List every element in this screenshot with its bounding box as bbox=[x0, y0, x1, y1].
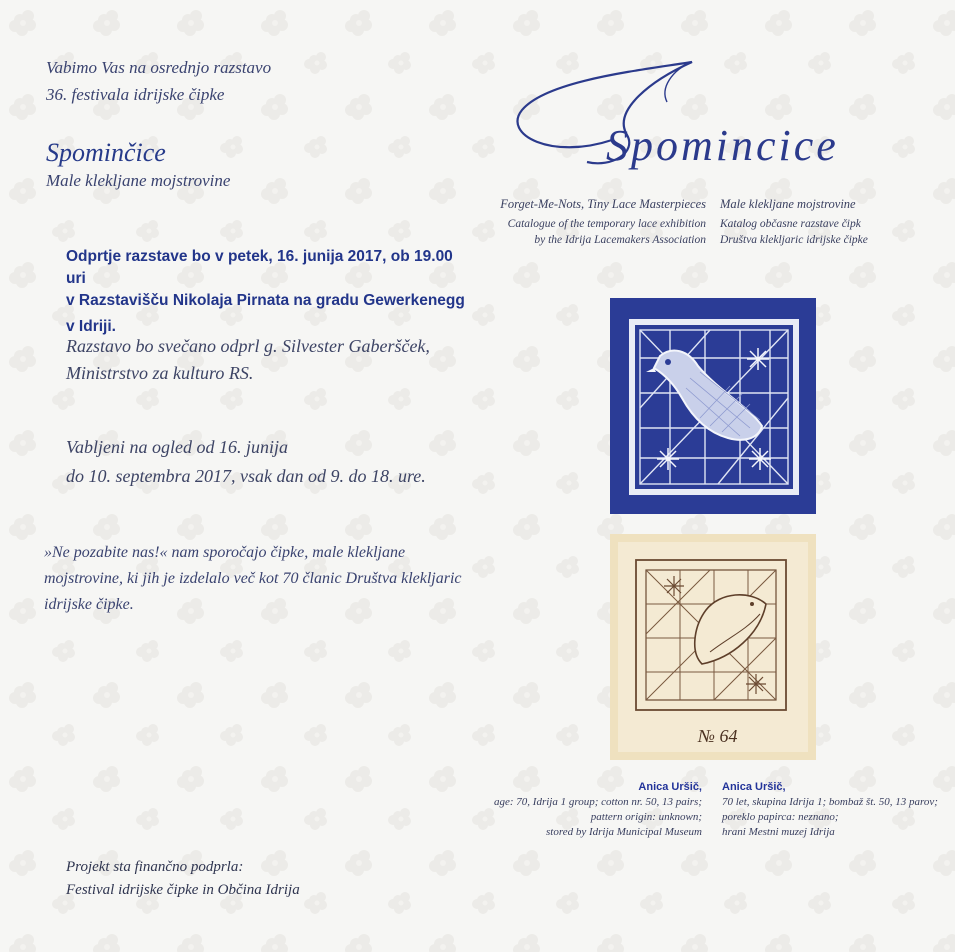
lace-pattern-paper bbox=[610, 534, 816, 760]
invitation-line: Vabimo Vas na osrednjo razstavo bbox=[46, 58, 272, 77]
pattern-number-label: № 64 bbox=[698, 726, 738, 746]
quote-line: mojstrovine, ki jih je izdelalo več kot 70 članic Društva klekljaric bbox=[44, 570, 462, 587]
funding-note bbox=[66, 856, 300, 902]
catalogue-slovene-line: Katalog občasne razstave čipk bbox=[720, 218, 861, 230]
caption-english-line: age: 70, Idrija 1 group; cotton nr. 50, 13 pairs; bbox=[494, 796, 702, 808]
catalogue-slovene-line: Društva klekljaric idrijske čipke bbox=[720, 234, 868, 246]
caption-slovene-line: 70 let, skupina Idrija 1; bombaž št. 50, 13 parov; bbox=[722, 796, 938, 808]
quote-paragraph bbox=[44, 540, 474, 618]
lace-bird-photo bbox=[610, 298, 816, 514]
opened-by-text bbox=[66, 333, 430, 387]
opened-by-line: Ministrstvo za kulturo RS. bbox=[66, 363, 254, 383]
opening-line: v Razstavišču Nikolaja Pirnata na gradu Gewerkenegg bbox=[66, 292, 465, 309]
caption-english-line: stored by Idrija Municipal Museum bbox=[545, 826, 702, 838]
caption-english-line: pattern origin: unknown; bbox=[590, 811, 702, 823]
caption-slovene-line: poreklo papirca: neznano; bbox=[722, 811, 839, 823]
catalogue-slovene bbox=[720, 196, 940, 248]
catalogue-english bbox=[480, 196, 706, 248]
catalogue-slovene-heading: Male klekljane mojstrovine bbox=[720, 197, 856, 211]
caption-slovene bbox=[722, 780, 947, 840]
visit-line: Vabljeni na ogled od 16. junija bbox=[66, 437, 288, 457]
opening-line: Odprtje razstave bo v petek, 16. junija 2017, ob 19.00 uri bbox=[66, 248, 453, 287]
catalogue-english-heading: Forget-Me-Nots, Tiny Lace Masterpieces bbox=[500, 197, 706, 211]
opening-announcement bbox=[66, 246, 466, 338]
visit-line: do 10. septembra 2017, vsak dan od 9. do 18. ure. bbox=[66, 466, 426, 486]
catalogue-english-line: by the Idrija Lacemakers Association bbox=[534, 234, 706, 246]
logo-wordmark: Spomincice bbox=[606, 121, 839, 170]
opening-line: v Idriji. bbox=[66, 318, 116, 335]
invitation-line: 36. festivala idrijske čipke bbox=[46, 85, 225, 104]
lace-bird-illustration bbox=[610, 298, 816, 514]
quote-line: »Ne pozabite nas!« nam sporočajo čipke, male klekljane bbox=[44, 544, 406, 561]
exhibition-title: Spominčice bbox=[46, 138, 166, 167]
visit-hours-text bbox=[66, 433, 426, 491]
exhibition-subtitle: Male klekljane mojstrovine bbox=[46, 171, 231, 190]
caption-english bbox=[470, 780, 702, 840]
pricking-pattern-illustration bbox=[610, 534, 816, 760]
funding-line: Projekt sta finančno podprla: bbox=[66, 859, 244, 875]
caption-english-name: Anica Uršič, bbox=[638, 781, 702, 793]
catalogue-english-line: Catalogue of the temporary lace exhibition bbox=[507, 218, 706, 230]
invitation-text bbox=[46, 54, 271, 108]
funding-line: Festival idrijske čipke in Občina Idrija bbox=[66, 882, 300, 898]
caption-slovene-name: Anica Uršič, bbox=[722, 781, 786, 793]
quote-line: idrijske čipke. bbox=[44, 596, 134, 613]
opened-by-line: Razstavo bo svečano odprl g. Silvester Gaberšček, bbox=[66, 336, 430, 356]
spomincice-logo bbox=[492, 40, 912, 180]
caption-slovene-line: hrani Mestni muzej Idrija bbox=[722, 826, 835, 838]
